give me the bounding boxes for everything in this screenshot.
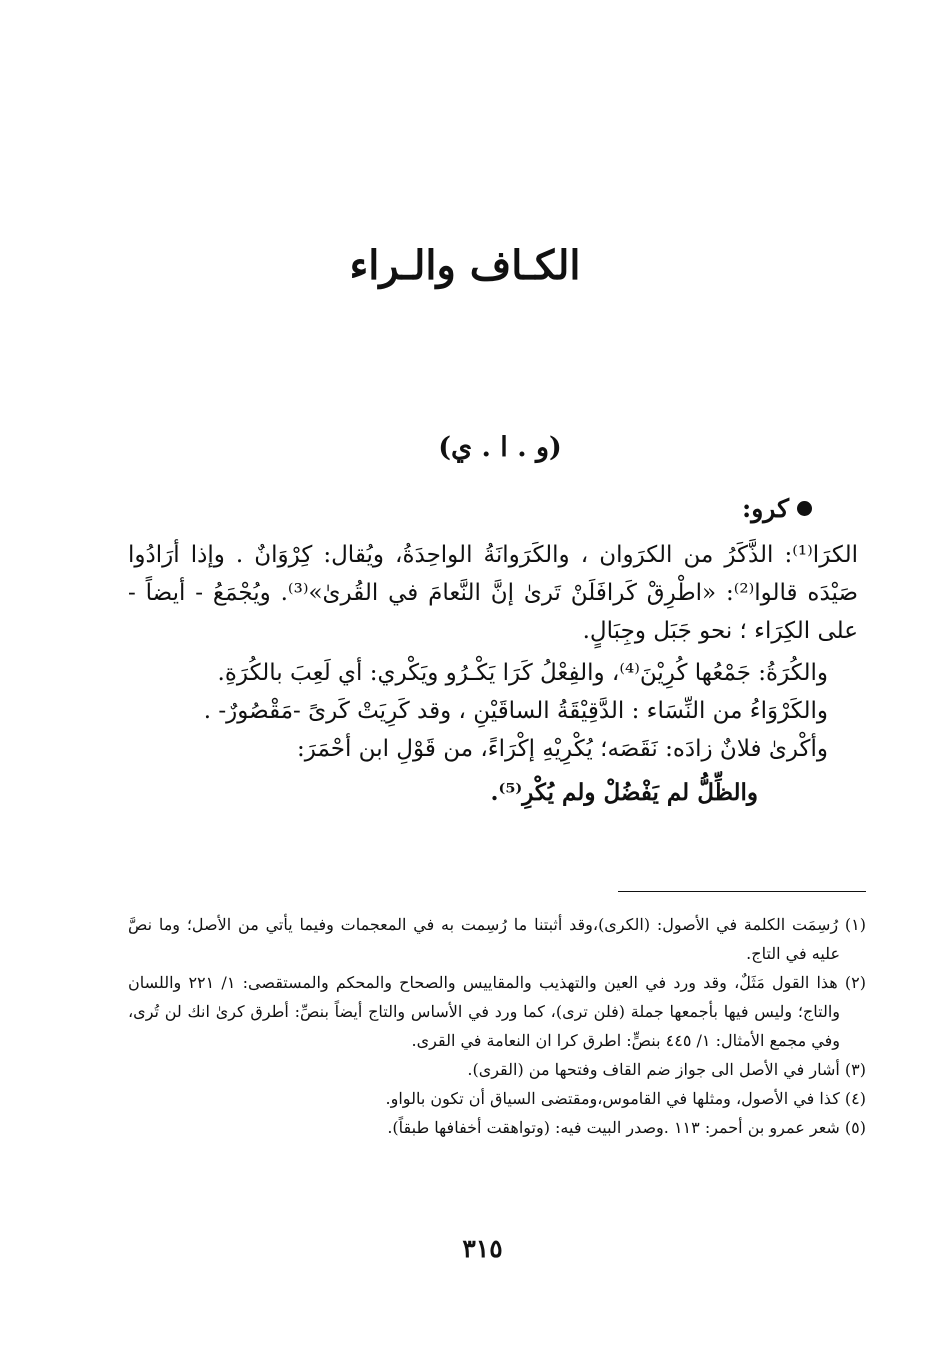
chapter-title: الكـاف والـراء <box>349 242 581 289</box>
page-number: ٣١٥ <box>462 1234 503 1263</box>
footnote-2: (٢) هذا القول مَثَلٌ، وقد ورد في العين والتهذيب والمقاييس والصحاح والمحكم والمستقصى: ١/ ٢٢١ واللسان والتاج؛ وليس فيها بأجمعها جملة (فلن ترى)، كما ورد في الأساس والتاج أيضاً بنصِّ: أطرق كرىٰ انك لن تُرى، وفي مجمع الأمثال: ١/ ٤٤٥ بنصٍّ: اطرق كرا ان النعامة في القرى. <box>128 973 867 1050</box>
entry-headword <box>742 494 812 523</box>
paragraph-akra: وأكْرىٰ فلانٌ زادَه: نَقَصَه؛ يُكْرِيْهِ إكْرَاءً، من قَوْلِ ابن أحْمَرَ: <box>297 736 828 762</box>
footnote-1: (١) رُسِمَت الكلمة في الأصول: (الكرى)،وقد أثبتنا ما رُسِمت به في المعجمات وفيما يأتي من الأصل؛ وما نصَّ عليه في التاج. <box>128 915 866 963</box>
entry-body <box>128 536 858 812</box>
paragraph-kara: الكرَا⁽¹⁾: الذَّكَرُ من الكرَوان ، والكَرَوانَةُ الواحِدَةُ، ويُقال: كِرْوَانٌ . وإذا أرَادُوا صَيْدَه قالوا⁽²⁾: «اطْرِقْ كَرافَلَنْ تَرىٰ إنَّ النَّعامَ في القُرىٰ»⁽³⁾. ويُجْمَعُ - أيضاً - على الكِرَاء ؛ نحو جَبَل وجِبَالٍ. <box>128 542 858 644</box>
footnote-3: (٣) أشار في الأصل الى جواز ضم القاف وفتحها من (القرى). <box>467 1060 866 1079</box>
paragraph-kura: والكُرَةُ: جَمْعُها كُرِيْنَ⁽⁴⁾، والفِعْلُ كَرَا يَكْـرُو ويَكْري: أي لَعِبَ بالكُرَةِ. <box>217 660 828 686</box>
footnote-divider <box>618 891 866 892</box>
footnotes <box>128 910 866 1142</box>
headword-text: كرو: <box>742 494 789 523</box>
verse-line: والظِّلُّ لم يَفْضُلْ ولم يُكْرِ⁽⁵⁾. <box>490 779 758 806</box>
footnote-5: (٥) شعر عمرو بن أحمر: ١١٣ .وصدر البيت فيه: (وتواهقت أخفافها طبقاً). <box>387 1118 866 1137</box>
paragraph-karwaa: والكَرْوَاءُ من النِّسَاء : الدَّقِيْقَةُ الساقَيْنِ ، وقد كَرِيَتْ كَرىً -مَقْصُورٌ- . <box>203 698 828 724</box>
bullet-icon <box>797 501 812 516</box>
section-heading: (و . ا . ي) <box>438 432 562 463</box>
footnote-4: (٤) كذا في الأصول، ومثلها في القاموس،ومقتضى السياق أن تكون بالواو. <box>385 1089 866 1108</box>
